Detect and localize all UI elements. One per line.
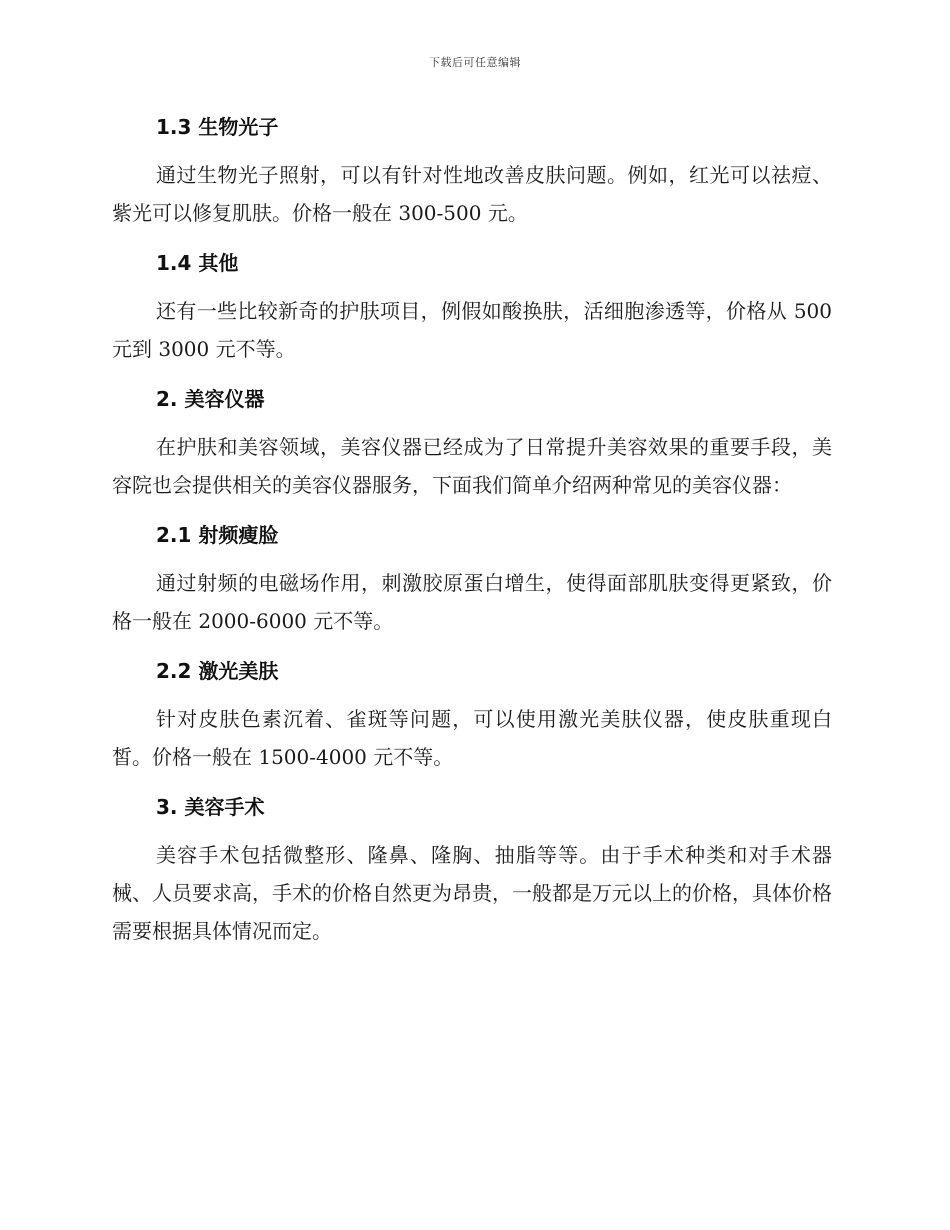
page-header: 下载后可任意编辑: [429, 56, 521, 69]
section-paragraph-3: 美容手术包括微整形、隆鼻、隆胸、抽脂等等。由于手术种类和对手术器械、人员要求高，手术的价格自然更为昂贵，一般都是万元以上的价格，具体价格需要根据具体情况而定。: [112, 843, 832, 943]
section-paragraph-2-1: 通过射频的电磁场作用，刺激胶原蛋白增生，使得面部肌肤变得更紧致，价格一般在 2000-6000 元不等。: [112, 571, 832, 633]
section-heading-2: 2. 美容仪器: [156, 387, 265, 411]
section-paragraph-2: 在护肤和美容领域，美容仪器已经成为了日常提升美容效果的重要手段，美容院也会提供相关的美容仪器服务，下面我们简单介绍两种常见的美容仪器：: [112, 435, 832, 497]
section-heading-3: 3. 美容手术: [156, 795, 265, 819]
section-paragraph-1-3: 通过生物光子照射，可以有针对性地改善皮肤问题。例如，红光可以祛痘、紫光可以修复肌肤。价格一般在 300-500 元。: [112, 163, 832, 225]
section-paragraph-1-4: 还有一些比较新奇的护肤项目，例假如酸换肤，活细胞渗透等，价格从 500 元到 3000 元不等。: [112, 299, 832, 361]
section-heading-1-4: 1.4 其他: [156, 251, 239, 275]
section-heading-2-1: 2.1 射频瘦脸: [156, 523, 279, 547]
section-paragraph-2-2: 针对皮肤色素沉着、雀斑等问题，可以使用激光美肤仪器，使皮肤重现白皙。价格一般在 1500-4000 元不等。: [112, 707, 832, 769]
document-body: [112, 110, 832, 964]
section-heading-1-3: 1.3 生物光子: [156, 115, 279, 139]
section-heading-2-2: 2.2 激光美肤: [156, 659, 279, 683]
